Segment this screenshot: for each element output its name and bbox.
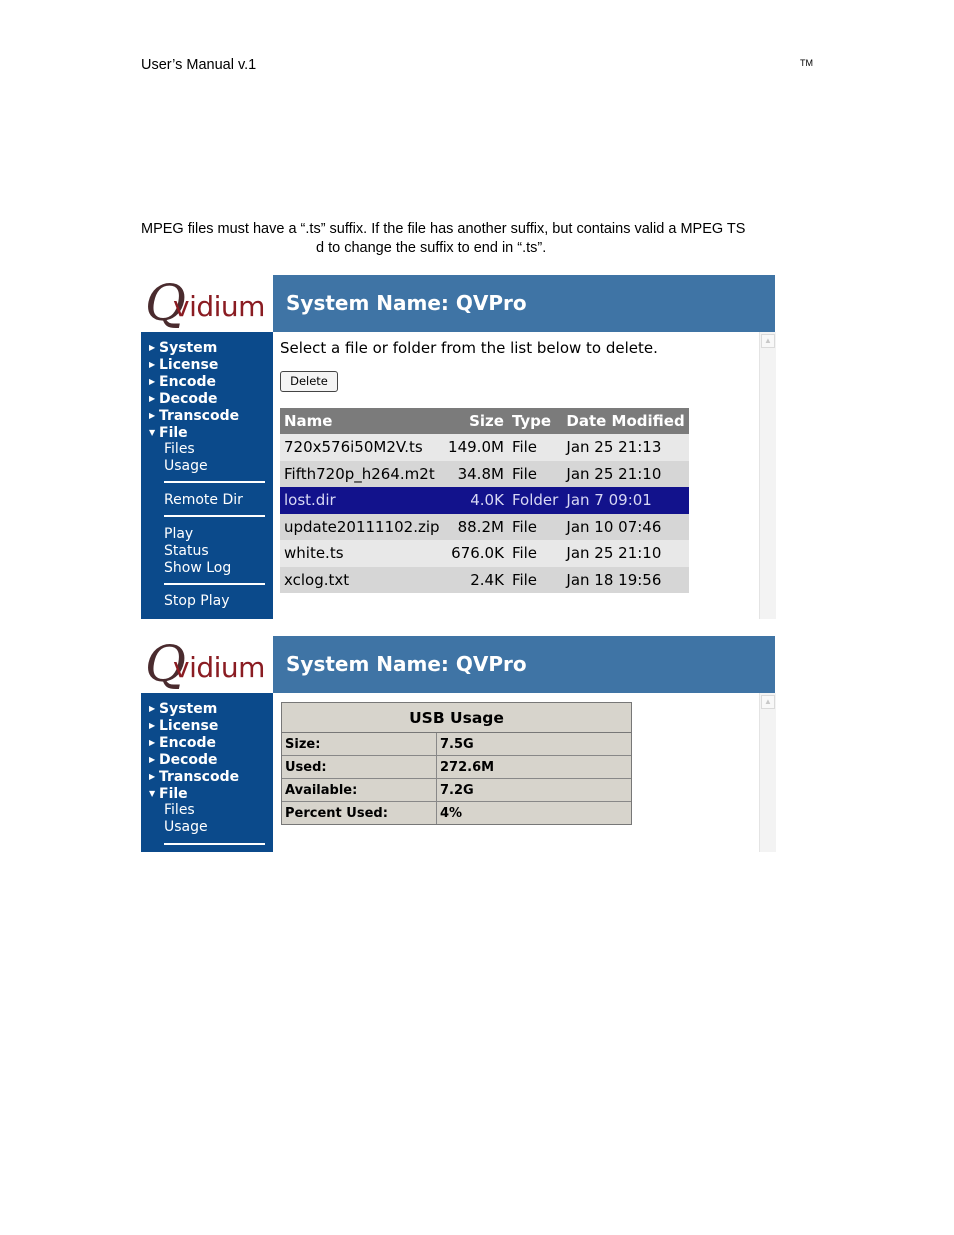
nav-divider: [164, 515, 265, 517]
table-row[interactable]: xclog.txt 2.4K File Jan 18 19:56: [280, 567, 689, 594]
nav-decode[interactable]: ▶ Decode: [149, 391, 218, 407]
scrollbar[interactable]: [759, 693, 776, 852]
qvidium-logo: Q vidium: [141, 275, 273, 332]
table-row[interactable]: Fifth720p_h264.m2t 34.8M File Jan 25 21:10: [280, 461, 689, 488]
usb-usage-screenshot: [141, 636, 775, 852]
nav-decode[interactable]: ▶ Decode: [149, 752, 218, 768]
nav-transcode[interactable]: ▶ Transcode: [149, 408, 240, 424]
col-type: Type: [508, 408, 562, 434]
delete-button[interactable]: Delete: [280, 371, 338, 392]
body-text-line-2: d to change the suffix to end in “.ts”.: [316, 240, 547, 256]
nav-encode[interactable]: ▶ Encode: [149, 735, 216, 751]
nav-files[interactable]: Files: [164, 441, 195, 457]
nav-transcode[interactable]: ▶ Transcode: [149, 769, 240, 785]
triangle-right-icon: ▶: [149, 377, 156, 386]
nav-files[interactable]: Files: [164, 802, 195, 818]
usb-usage-title: USB Usage: [282, 703, 631, 733]
nav-license[interactable]: ▶ License: [149, 357, 219, 373]
system-name-title: System Name: QVPro: [286, 652, 527, 676]
sidebar-nav: [141, 332, 273, 619]
nav-divider: [164, 481, 265, 483]
nav-play[interactable]: Play: [164, 526, 194, 542]
trademark-mark: TM: [800, 58, 813, 68]
triangle-right-icon: ▶: [149, 394, 156, 403]
triangle-right-icon: ▶: [149, 343, 156, 352]
triangle-down-icon: ▼: [149, 789, 156, 798]
triangle-right-icon: ▶: [149, 721, 156, 730]
usb-row: Size: 7.5G: [282, 733, 631, 756]
scroll-up-arrow-icon[interactable]: ▲: [761, 695, 775, 709]
nav-file[interactable]: ▼ File: [149, 786, 188, 802]
nav-remote-dir[interactable]: Remote Dir: [164, 492, 243, 508]
page-header: [273, 275, 775, 332]
nav-status[interactable]: Status: [164, 543, 209, 559]
nav-divider: [164, 583, 265, 585]
usb-row: Used: 272.6M: [282, 756, 631, 779]
triangle-right-icon: ▶: [149, 772, 156, 781]
col-date-modified: Date Modified: [562, 408, 689, 434]
nav-show-log[interactable]: Show Log: [164, 560, 232, 576]
usb-row: Available: 7.2G: [282, 779, 631, 802]
qvidium-logo: Q vidium: [141, 636, 273, 693]
sidebar-nav: [141, 693, 273, 852]
triangle-right-icon: ▶: [149, 360, 156, 369]
table-row[interactable]: white.ts 676.0K File Jan 25 21:10: [280, 540, 689, 567]
col-size: Size: [444, 408, 508, 434]
triangle-right-icon: ▶: [149, 755, 156, 764]
table-row-selected[interactable]: lost.dir 4.0K Folder Jan 7 09:01: [280, 487, 689, 514]
nav-usage[interactable]: Usage: [164, 819, 208, 835]
nav-usage[interactable]: Usage: [164, 458, 208, 474]
nav-divider: [164, 843, 265, 845]
table-row[interactable]: 720x576i50M2V.ts 149.0M File Jan 25 21:13: [280, 434, 689, 461]
col-name: Name: [280, 408, 444, 434]
manual-header: User’s Manual v.1: [141, 57, 257, 73]
nav-encode[interactable]: ▶ Encode: [149, 374, 216, 390]
triangle-right-icon: ▶: [149, 738, 156, 747]
nav-stop-play[interactable]: Stop Play: [164, 593, 230, 609]
nav-system[interactable]: ▶ System: [149, 701, 218, 717]
page-header: [273, 636, 775, 693]
usb-usage-table: [281, 702, 632, 825]
main-content: [273, 332, 759, 619]
nav-license[interactable]: ▶ License: [149, 718, 219, 734]
nav-system[interactable]: ▶ System: [149, 340, 218, 356]
scroll-up-arrow-icon[interactable]: ▲: [761, 334, 775, 348]
table-header-row: [280, 408, 689, 434]
file-delete-screenshot: [141, 275, 775, 619]
file-table: [280, 408, 689, 593]
main-content: [273, 693, 759, 852]
scrollbar[interactable]: [759, 332, 776, 619]
instruction-text: Select a file or folder from the list below to delete.: [280, 339, 658, 357]
triangle-right-icon: ▶: [149, 411, 156, 420]
body-text-line-1: MPEG files must have a “.ts” suffix. If the file has another suffix, but contains valid a MPEG TS: [141, 221, 746, 237]
table-row[interactable]: update20111102.zip 88.2M File Jan 10 07:46: [280, 514, 689, 541]
triangle-right-icon: ▶: [149, 704, 156, 713]
system-name-title: System Name: QVPro: [286, 291, 527, 315]
triangle-down-icon: ▼: [149, 428, 156, 437]
nav-file[interactable]: ▼ File: [149, 425, 188, 441]
usb-row: Percent Used: 4%: [282, 802, 631, 824]
